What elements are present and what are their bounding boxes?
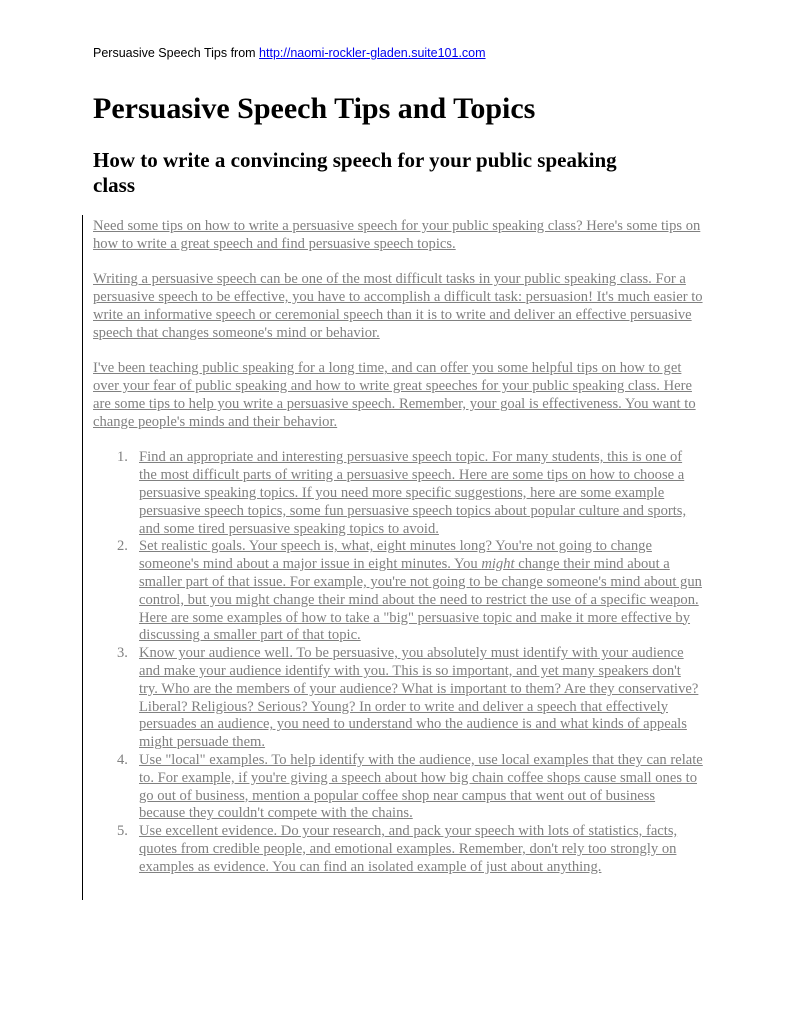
- list-number: 4.: [117, 751, 128, 768]
- intro-paragraph: Need some tips on how to write a persuasive speech for your public speaking class? Here's some tips on how to write a great speech and find persuasive speech topics.: [93, 218, 701, 252]
- source-link[interactable]: http://naomi-rockler-gladen.suite101.com: [259, 46, 486, 60]
- list-item: [93, 823, 703, 876]
- page-header: [93, 46, 486, 60]
- list-item-text: Find an appropriate and interesting persuasive speech topic. For many students, this is one of the most difficult parts of writing a persuasive speech. Here are some tips on how to choose a persuasive speaking topics. If you need more specific suggestions, here are some example persuasive speech topics, some fun persuasive speech topics about popular culture and sports, and some tired persuasive speaking topics to avoid.: [139, 449, 687, 537]
- page-subtitle: [93, 148, 713, 198]
- list-item-text: change their mind about a smaller part of that issue. For example, you're not going to be change someone's mind about gun control, but you might change their mind about the need to restrict the use of a specific weapon. Here are some examples of how to take a "big" persuasive topic and make it more effective by discussing a smaller part of that topic.: [139, 556, 702, 644]
- list-item: [93, 449, 703, 538]
- tips-list: [93, 449, 703, 876]
- list-number: 5.: [117, 823, 128, 840]
- body-paragraph: Writing a persuasive speech can be one of the most difficult tasks in your public speaking class. For a persuasive speech to be effective, you have to accomplish a difficult task: persuasion! It's much easier to write an informative speech or ceremonial speech than it is to write and deliver an effective persuasive speech that changes someone's mind or behavior.: [93, 271, 703, 341]
- list-number: 1.: [117, 449, 128, 466]
- list-item-text: Use excellent evidence. Do your research, and pack your speech with lots of statistics, facts, quotes from credible people, and emotional examples. Remember, don't rely too strongly on examples as evidence. You can find an isolated example of just about anything.: [139, 823, 678, 875]
- article-body: [93, 218, 703, 876]
- list-item: [93, 645, 703, 752]
- page-title: Persuasive Speech Tips and Topics: [93, 92, 536, 125]
- list-number: 2.: [117, 538, 128, 555]
- list-item: [93, 538, 703, 645]
- subtitle-normal: class: [93, 173, 135, 197]
- list-number: 3.: [117, 645, 128, 662]
- subtitle-bold: How to write a convincing speech for your public speaking: [93, 148, 617, 172]
- list-item-text: Set realistic goals. Your speech is, what, eight minutes long? You're not going to change someone's mind about a major issue in eight minutes. You: [139, 538, 652, 573]
- emphasis-text: might: [481, 556, 515, 573]
- list-item-text: Use "local" examples. To help identify with the audience, use local examples that they can relate to. For example, if you're giving a speech about how big chain coffee shops cause small ones to go out of business, mention a popular coffee shop near campus that went out of business because they couldn't compete with the chains.: [139, 751, 703, 822]
- header-prefix: Persuasive Speech Tips from: [93, 46, 260, 60]
- revision-change-bar: [82, 215, 83, 900]
- list-item-text: Know your audience well. To be persuasive, you absolutely must identify with your audience and make your audience identify with you. This is so important, and yet many speakers don't try. Who are the members of your audience? What is important to them? Are they conservative? Liberal? Religious? Serious? Young? In order to write and deliver a speech that effectively persuades an audience, you need to understand who the audience is and what kinds of appeals might persuade them.: [139, 645, 699, 751]
- body-paragraph: I've been teaching public speaking for a long time, and can offer you some helpful tips on how to get over your fear of public speaking and how to write great speeches for your public speaking class. Here are some tips to help you write a persuasive speech. Remember, your goal is effectiveness. You want to change people's minds and their behavior.: [93, 360, 696, 430]
- list-item: [93, 752, 703, 823]
